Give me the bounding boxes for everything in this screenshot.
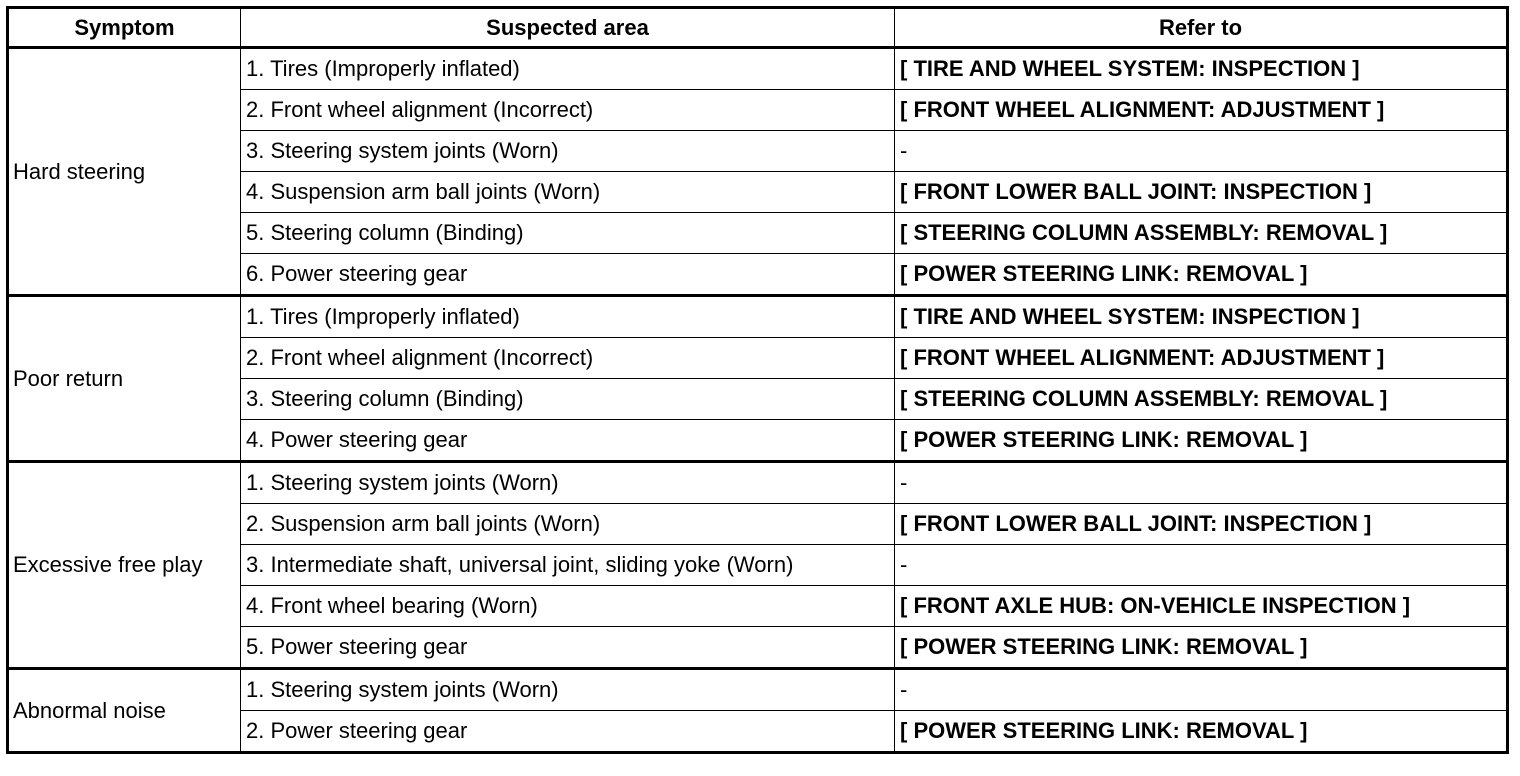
refer-to-link[interactable]: [ TIRE AND WHEEL SYSTEM: INSPECTION ] xyxy=(895,296,1508,338)
refer-to-link[interactable]: [ STEERING COLUMN ASSEMBLY: REMOVAL ] xyxy=(895,213,1508,254)
suspected-area-cell: 2. Front wheel alignment (Incorrect) xyxy=(241,90,895,131)
suspected-area-cell: 1. Steering system joints (Worn) xyxy=(241,669,895,711)
suspected-area-cell: 1. Tires (Improperly inflated) xyxy=(241,296,895,338)
symptom-table xyxy=(6,6,1509,754)
refer-to-link[interactable]: [ POWER STEERING LINK: REMOVAL ] xyxy=(895,254,1508,296)
refer-to-link[interactable]: [ FRONT LOWER BALL JOINT: INSPECTION ] xyxy=(895,504,1508,545)
refer-to-cell: - xyxy=(895,545,1508,586)
table-row xyxy=(8,48,1508,90)
suspected-area-cell: 2. Suspension arm ball joints (Worn) xyxy=(241,504,895,545)
refer-to-cell: - xyxy=(895,462,1508,504)
refer-to-cell: - xyxy=(895,131,1508,172)
suspected-area-cell: 5. Power steering gear xyxy=(241,627,895,669)
refer-to-link[interactable]: [ POWER STEERING LINK: REMOVAL ] xyxy=(895,711,1508,753)
table-row xyxy=(8,462,1508,504)
suspected-area-cell: 1. Tires (Improperly inflated) xyxy=(241,48,895,90)
header-refer-to: Refer to xyxy=(895,8,1508,48)
suspected-area-cell: 2. Power steering gear xyxy=(241,711,895,753)
refer-to-link[interactable]: [ FRONT WHEEL ALIGNMENT: ADJUSTMENT ] xyxy=(895,338,1508,379)
symptom-cell: Excessive free play xyxy=(8,462,241,669)
table-header xyxy=(8,8,1508,48)
refer-to-link[interactable]: [ POWER STEERING LINK: REMOVAL ] xyxy=(895,420,1508,462)
suspected-area-cell: 2. Front wheel alignment (Incorrect) xyxy=(241,338,895,379)
suspected-area-cell: 3. Intermediate shaft, universal joint, sliding yoke (Worn) xyxy=(241,545,895,586)
header-row xyxy=(8,8,1508,48)
suspected-area-cell: 6. Power steering gear xyxy=(241,254,895,296)
refer-to-link[interactable]: [ FRONT WHEEL ALIGNMENT: ADJUSTMENT ] xyxy=(895,90,1508,131)
symptom-cell: Hard steering xyxy=(8,48,241,296)
suspected-area-cell: 4. Power steering gear xyxy=(241,420,895,462)
suspected-area-cell: 4. Suspension arm ball joints (Worn) xyxy=(241,172,895,213)
refer-to-link[interactable]: [ FRONT AXLE HUB: ON-VEHICLE INSPECTION ] xyxy=(895,586,1508,627)
table-body xyxy=(8,48,1508,753)
header-symptom: Symptom xyxy=(8,8,241,48)
symptom-table-container xyxy=(6,6,1509,754)
refer-to-link[interactable]: [ FRONT LOWER BALL JOINT: INSPECTION ] xyxy=(895,172,1508,213)
refer-to-link[interactable]: [ TIRE AND WHEEL SYSTEM: INSPECTION ] xyxy=(895,48,1508,90)
symptom-cell: Abnormal noise xyxy=(8,669,241,753)
refer-to-cell: - xyxy=(895,669,1508,711)
header-suspected-area: Suspected area xyxy=(241,8,895,48)
refer-to-link[interactable]: [ STEERING COLUMN ASSEMBLY: REMOVAL ] xyxy=(895,379,1508,420)
suspected-area-cell: 5. Steering column (Binding) xyxy=(241,213,895,254)
table-row xyxy=(8,669,1508,711)
suspected-area-cell: 4. Front wheel bearing (Worn) xyxy=(241,586,895,627)
symptom-cell: Poor return xyxy=(8,296,241,462)
refer-to-link[interactable]: [ POWER STEERING LINK: REMOVAL ] xyxy=(895,627,1508,669)
table-row xyxy=(8,296,1508,338)
suspected-area-cell: 3. Steering column (Binding) xyxy=(241,379,895,420)
suspected-area-cell: 1. Steering system joints (Worn) xyxy=(241,462,895,504)
suspected-area-cell: 3. Steering system joints (Worn) xyxy=(241,131,895,172)
